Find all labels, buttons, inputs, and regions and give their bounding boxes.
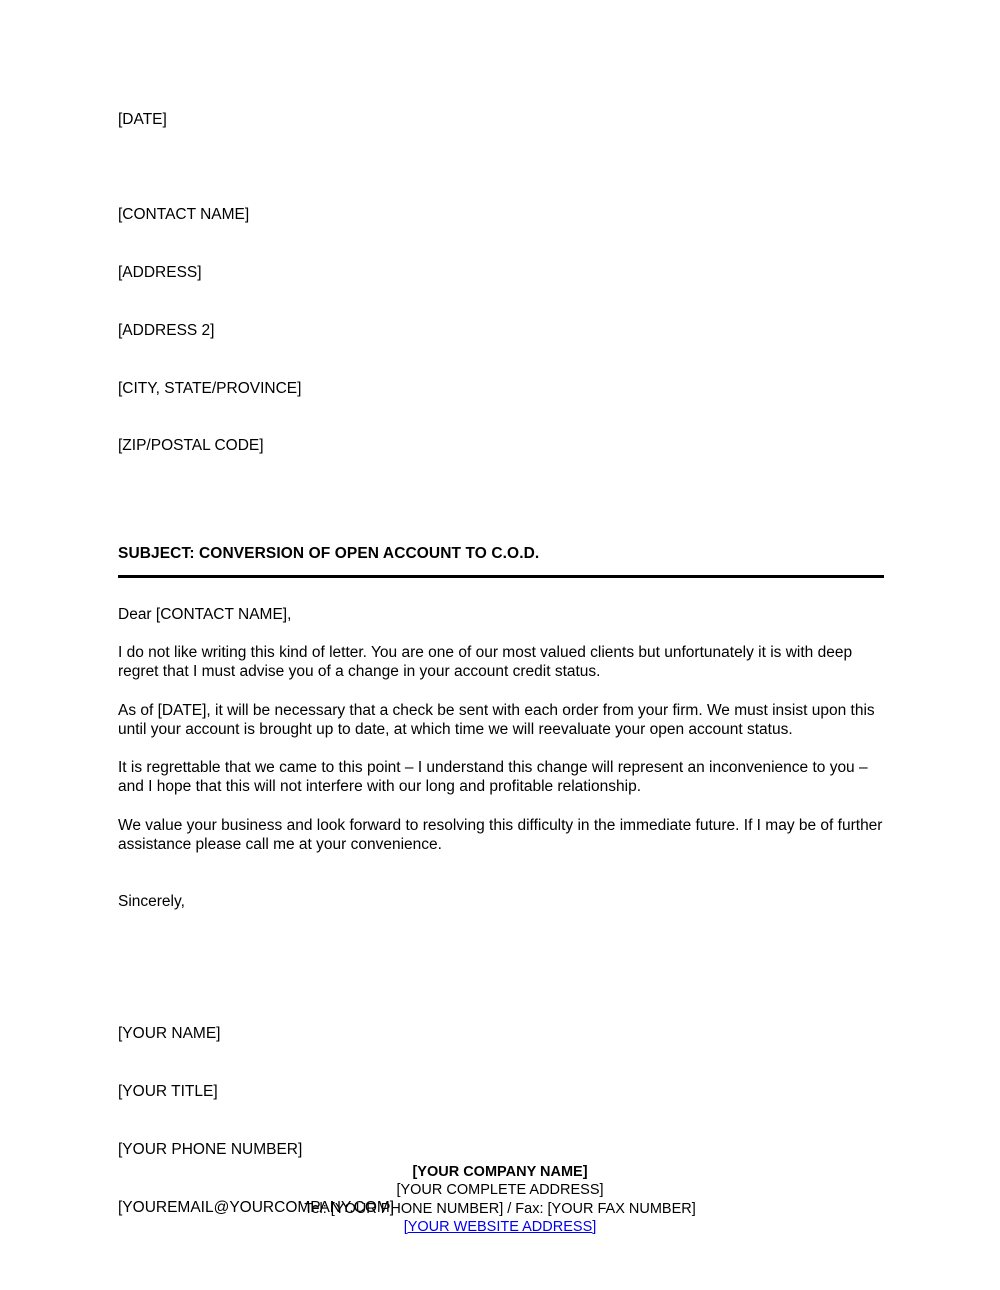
recipient-line-city-state: [CITY, STATE/PROVINCE] bbox=[118, 379, 302, 397]
signature-line-name: [YOUR NAME] bbox=[118, 1025, 221, 1043]
date-field: [DATE] bbox=[118, 111, 167, 128]
recipient-line-address-2: [ADDRESS 2] bbox=[118, 321, 215, 339]
signature-line-email: [YOUREMAIL@YOURCOMPANY.COM] bbox=[118, 1198, 395, 1216]
footer-company-contact: Tel: [YOUR PHONE NUMBER] / Fax: [YOUR FAX NUMBER] bbox=[304, 1200, 696, 1217]
recipient-line-address: [ADDRESS] bbox=[118, 263, 202, 281]
body-paragraph-3: It is regrettable that we came to this point – I understand this change will represent an inconvenience to you – and I hope that this will not interfere with our long and profitable relationship. bbox=[118, 759, 872, 796]
footer-website-line bbox=[0, 1218, 1000, 1236]
salutation-line: Dear [CONTACT NAME], bbox=[118, 605, 292, 623]
page-footer bbox=[0, 1163, 1000, 1236]
body-paragraph-1: I do not like writing this kind of letter. You are one of our most valued clients but unfortunately it is with deep regret that I must advise you of a change in your account credit status. bbox=[118, 643, 857, 681]
recipient-line-contact-name: [CONTACT NAME] bbox=[118, 205, 250, 223]
footer-company-name: [YOUR COMPANY NAME] bbox=[412, 1164, 588, 1180]
horizontal-rule-divider bbox=[118, 575, 884, 578]
footer-company-address: [YOUR COMPLETE ADDRESS] bbox=[396, 1182, 604, 1199]
signature-line-title: [YOUR TITLE] bbox=[118, 1083, 218, 1101]
footer-website-link[interactable]: [YOUR WEBSITE ADDRESS] bbox=[403, 1218, 597, 1235]
closing-line: Sincerely, bbox=[118, 893, 185, 911]
letter-body bbox=[118, 110, 887, 1256]
recipient-line-zip: [ZIP/POSTAL CODE] bbox=[118, 437, 264, 455]
body-paragraph-2: As of [DATE], it will be necessary that a check be sent with each order from your firm. We must insist upon this until your account is brought up to date, at which time we will reevaluate your open account status. bbox=[118, 701, 879, 738]
subject-line: SUBJECT: CONVERSION OF OPEN ACCOUNT TO C.O.D. bbox=[118, 545, 540, 563]
body-paragraph-4: We value your business and look forward to resolving this difficulty in the immediate future. If I may be of further assistance please call me at your convenience. bbox=[118, 816, 887, 854]
recipient-address-block bbox=[118, 166, 884, 494]
signature-line-phone: [YOUR PHONE NUMBER] bbox=[118, 1140, 303, 1158]
